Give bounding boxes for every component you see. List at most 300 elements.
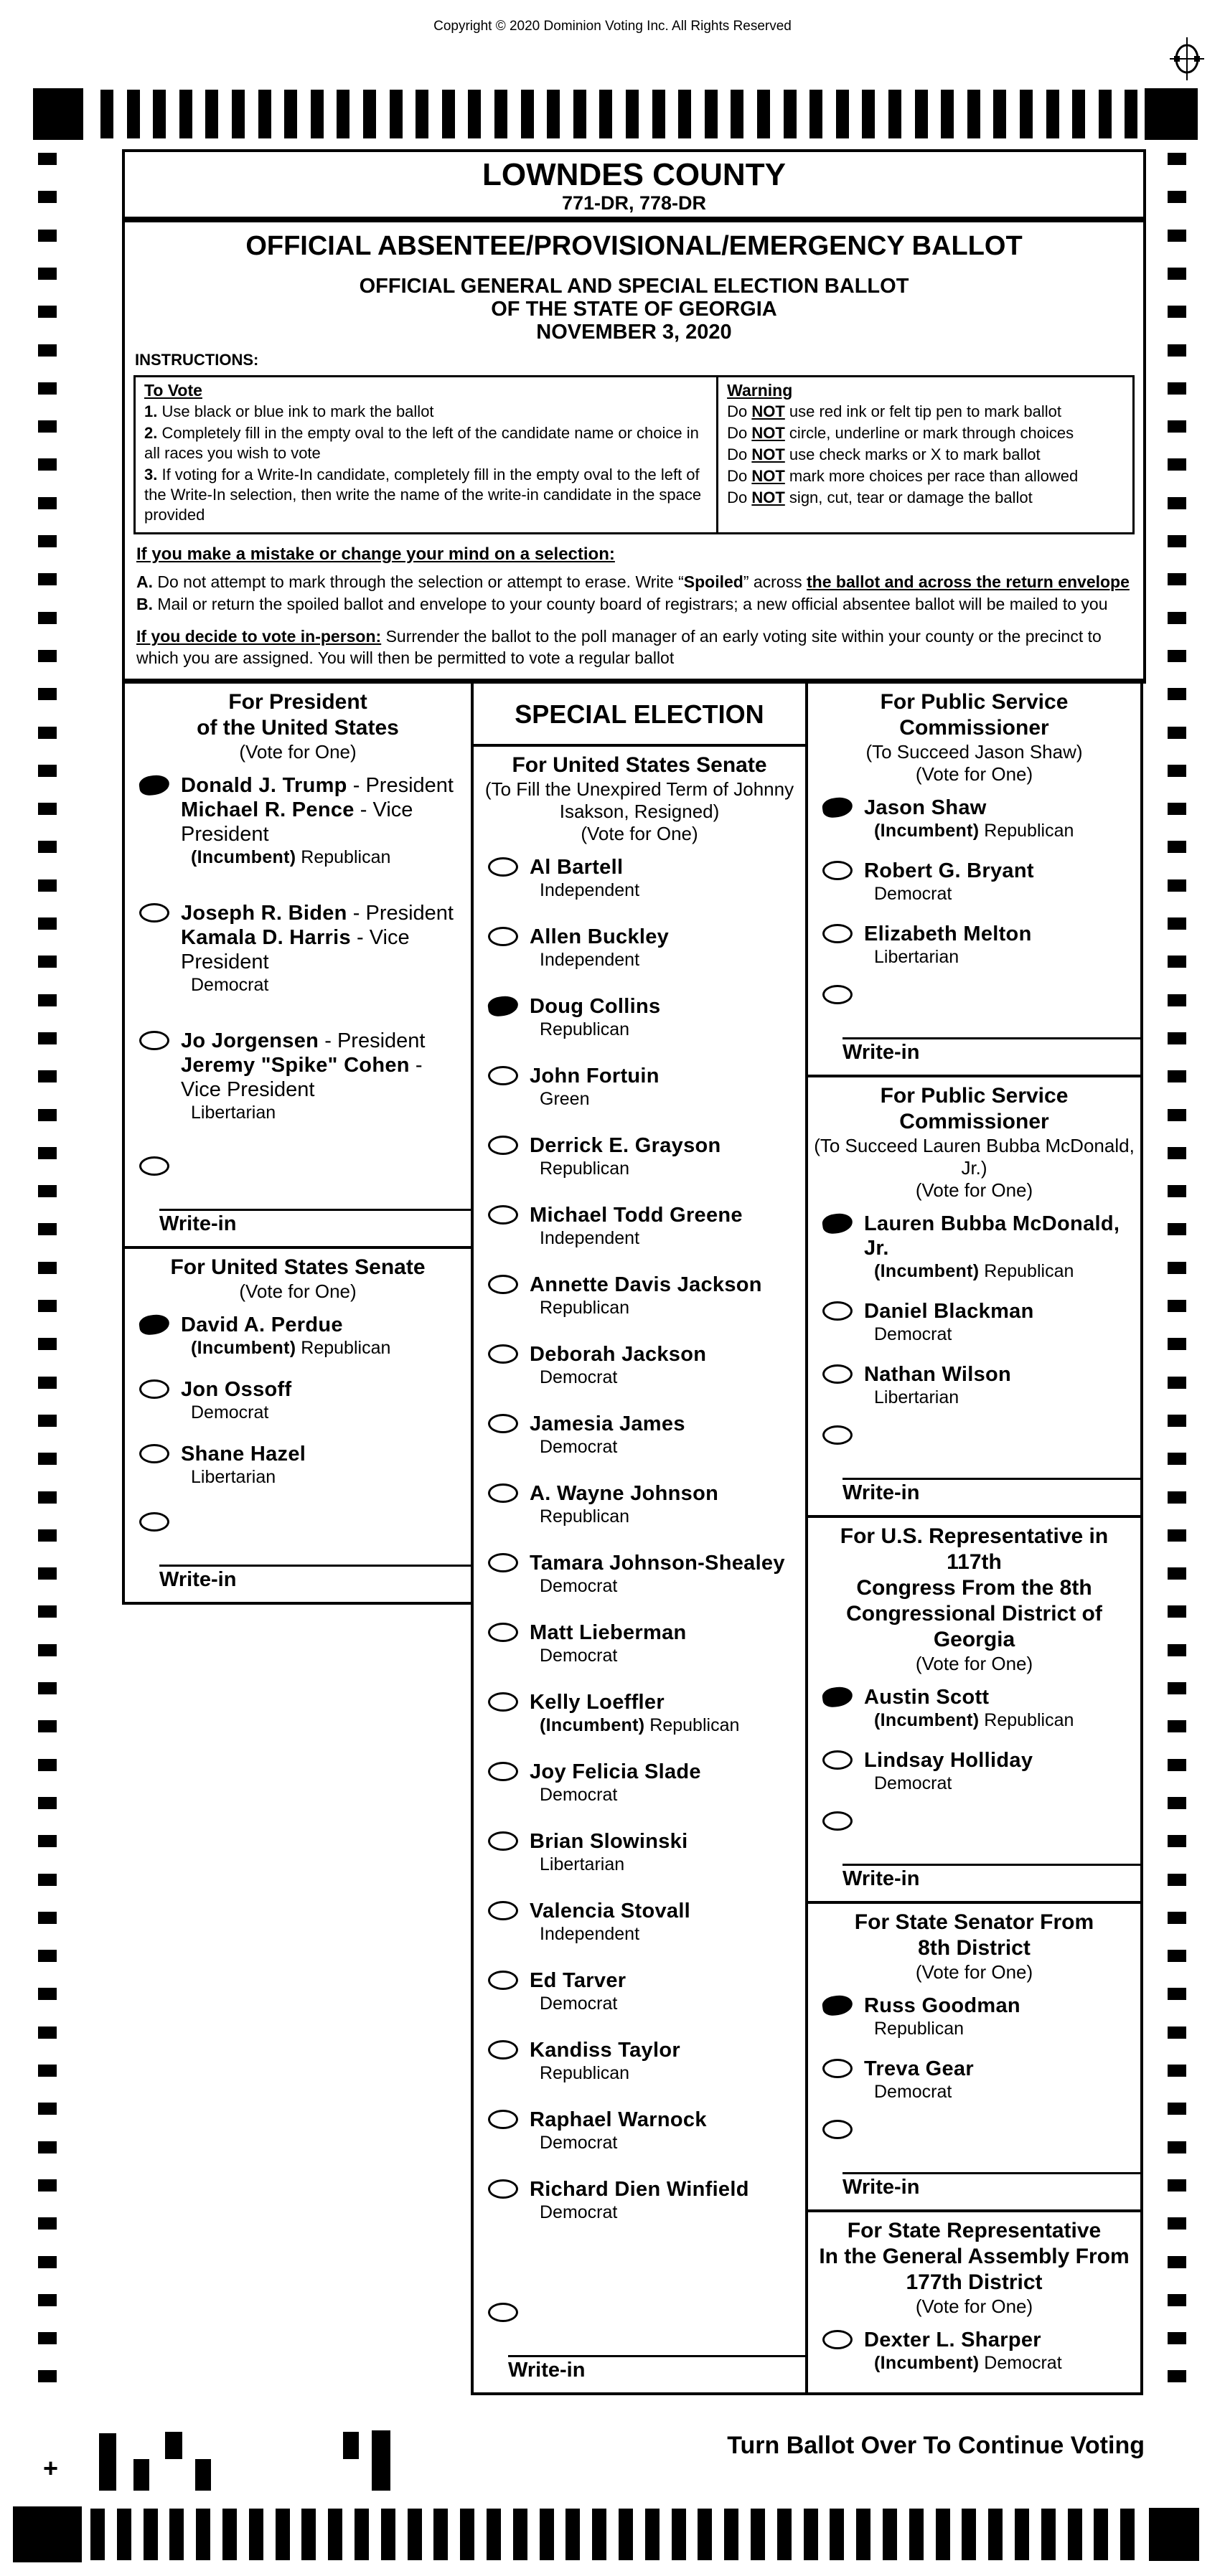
timing-mark <box>1168 535 1186 547</box>
timing-mark <box>1168 1797 1186 1809</box>
candidate-option <box>814 859 1135 905</box>
candidate-name: Kandiss Taylor <box>530 2039 680 2062</box>
timing-mark <box>38 420 57 433</box>
timing-mark <box>1168 1988 1186 2000</box>
candidate-party: Republican <box>540 1019 630 1039</box>
candidate-name: Al Bartell <box>530 856 624 879</box>
timing-mark <box>724 2509 738 2560</box>
candidate-option <box>131 773 465 868</box>
timing-mark <box>1168 344 1186 357</box>
candidate-party: Democrat <box>874 2082 952 2102</box>
candidate-text <box>853 1299 1034 1345</box>
contest-columns <box>122 684 1146 2395</box>
candidate-party: Democrat <box>540 2202 618 2222</box>
column-middle <box>471 684 808 2395</box>
candidate-option <box>131 901 465 996</box>
column-right <box>808 684 1143 2395</box>
timing-mark <box>38 153 57 165</box>
write-in-label: Write-in <box>843 2176 920 2199</box>
candidate-name: Treva Gear <box>864 2057 974 2080</box>
candidate-party: Independent <box>540 950 640 970</box>
timing-mark <box>328 2509 342 2560</box>
timing-mark <box>169 2509 184 2560</box>
ballot-oval[interactable] <box>488 1901 518 1920</box>
county-header <box>122 149 1146 217</box>
timing-mark <box>38 956 57 968</box>
ballot-oval[interactable] <box>488 1414 518 1433</box>
ballot-oval[interactable] <box>488 1692 518 1712</box>
to-vote-step: 1. Use black or blue ink to mark the ballot <box>144 402 434 420</box>
timing-mark <box>1149 2508 1199 2561</box>
ballot-oval[interactable] <box>488 1483 518 1503</box>
timing-mark <box>1168 879 1186 892</box>
timing-mark <box>962 2509 976 2560</box>
race-title: Congressional District of Georgia <box>846 1602 1102 1651</box>
candidate-text <box>518 855 639 901</box>
timing-mark <box>1168 1682 1186 1694</box>
timing-mark <box>784 90 797 138</box>
write-in-oval[interactable] <box>822 1425 853 1445</box>
candidate-name: Doug Collins <box>530 995 661 1018</box>
vote-for-instruction: (Vote for One) <box>581 823 698 844</box>
candidate-text <box>518 1481 718 1527</box>
write-in-section <box>814 2120 1135 2199</box>
timing-mark <box>757 90 770 138</box>
ballot-notes <box>136 544 1132 684</box>
timing-mark <box>165 2432 182 2459</box>
ballot-oval[interactable] <box>139 1444 169 1463</box>
timing-mark <box>909 2509 924 2560</box>
timing-mark <box>941 90 954 138</box>
race-title: Congress From the 8th <box>856 1576 1092 1600</box>
candidate-text <box>518 994 660 1040</box>
ballot-oval[interactable] <box>488 1205 518 1225</box>
timing-mark <box>416 90 428 138</box>
write-in-label: Write-in <box>843 1481 920 1504</box>
timing-mark <box>1015 2509 1029 2560</box>
timing-mark <box>1168 1491 1186 1504</box>
candidate-text <box>169 901 465 996</box>
timing-mark <box>1145 88 1198 140</box>
timing-mark <box>249 2509 263 2560</box>
write-in-line[interactable] <box>843 1456 1140 1480</box>
timing-mark <box>1168 268 1186 280</box>
candidate-option <box>814 1299 1135 1345</box>
candidate-text <box>518 1412 685 1458</box>
candidate-text <box>518 1620 687 1666</box>
timing-mark <box>38 841 57 853</box>
candidate-name: Jason Shaw <box>864 796 987 819</box>
timing-mark <box>1168 841 1186 853</box>
candidate-text <box>853 1362 1011 1408</box>
candidate-name: Michael R. Pence - Vice President <box>181 798 413 846</box>
timing-mark <box>936 2509 950 2560</box>
candidate-name: Russ Goodman <box>864 1994 1020 2017</box>
candidate-text <box>518 1133 721 1179</box>
ballot-oval[interactable] <box>139 1379 169 1399</box>
turn-ballot-over-note: Turn Ballot Over To Continue Voting <box>727 2432 1145 2459</box>
vote-for-instruction: (Vote for One) <box>239 1280 357 1302</box>
timing-mark <box>390 90 403 138</box>
candidate-party: Democrat <box>540 1646 618 1666</box>
vote-for-instruction: (Vote for One) <box>915 1179 1033 1201</box>
timing-mark <box>1168 1300 1186 1312</box>
timing-mark <box>284 90 297 138</box>
timing-mark <box>521 90 534 138</box>
candidate-name: Ed Tarver <box>530 1969 626 1992</box>
timing-mark <box>179 90 192 138</box>
write-in-oval-filled[interactable] <box>821 2391 853 2395</box>
candidate-option <box>814 922 1135 968</box>
ballot-oval[interactable] <box>488 1831 518 1851</box>
timing-mark <box>1168 803 1186 815</box>
race-us-senate-special <box>474 747 805 2392</box>
write-in-oval[interactable] <box>139 1156 169 1176</box>
timing-mark <box>38 230 57 242</box>
timing-mark <box>460 2509 474 2560</box>
race-title: For United States Senate <box>512 753 767 777</box>
to-vote-step: 2. Completely fill in the empty oval to the left of the candidate name or choice in all races you wish to vote <box>144 424 699 462</box>
timing-mark <box>381 2509 395 2560</box>
instructions-box <box>133 375 1135 534</box>
timing-mark <box>442 90 455 138</box>
candidate-option <box>814 2057 1135 2103</box>
ballot-oval-filled[interactable] <box>821 796 853 819</box>
timing-mark <box>705 90 718 138</box>
timing-mark <box>1168 1835 1186 1847</box>
candidate-option <box>479 1551 799 1597</box>
write-in-line[interactable] <box>843 2151 1140 2174</box>
candidate-name: Derrick E. Grayson <box>530 1134 721 1157</box>
write-in-oval[interactable] <box>139 1512 169 1532</box>
candidate-name: Robert G. Bryant <box>864 859 1034 882</box>
ballot-oval[interactable] <box>488 1136 518 1155</box>
warning-instructions <box>718 377 1132 532</box>
candidate-party: Democrat <box>191 975 269 995</box>
candidate-party: Green <box>540 1089 590 1109</box>
timing-mark <box>1168 191 1186 203</box>
candidate-party: Independent <box>540 1228 640 1248</box>
timing-mark <box>301 2509 316 2560</box>
timing-mark <box>38 1720 57 1732</box>
ballot-oval[interactable] <box>822 1364 853 1384</box>
race-us-rep-8 <box>808 1515 1140 1901</box>
timing-mark <box>547 90 560 138</box>
timing-mark <box>38 1453 57 1465</box>
candidate-text <box>853 922 1032 968</box>
ballot-oval[interactable] <box>488 2110 518 2129</box>
timing-mark <box>1046 90 1059 138</box>
timing-mark <box>993 90 1006 138</box>
ballot-oval[interactable] <box>822 861 853 880</box>
timing-mark <box>38 1682 57 1694</box>
mistake-item: B. Mail or return the spoiled ballot and envelope to your county board of registrars; a new official absentee ballot will be mailed to you <box>136 595 1108 613</box>
timing-mark <box>38 1377 57 1389</box>
warning-item: Do NOT sign, cut, tear or damage the ballot <box>727 489 1033 506</box>
candidate-name: Jeremy "Spike" Cohen - Vice President <box>181 1054 423 1101</box>
candidate-text <box>853 1748 1033 1794</box>
timing-mark <box>90 2509 105 2560</box>
race-title: Commissioner <box>899 1110 1049 1133</box>
timing-mark <box>619 2509 633 2560</box>
candidate-party: Democrat <box>540 2133 618 2153</box>
candidate-option <box>479 1690 799 1736</box>
race-state-senator-8 <box>808 1901 1140 2209</box>
race-psc-mcdonald <box>808 1075 1140 1515</box>
candidate-name: Jamesia James <box>530 1412 685 1435</box>
write-in-line[interactable] <box>843 1842 1140 1866</box>
candidate-text <box>169 1442 306 1488</box>
timing-mark <box>1168 2332 1186 2344</box>
timing-mark <box>38 1874 57 1886</box>
timing-mark <box>38 2217 57 2230</box>
ballot-type-title: OFFICIAL ABSENTEE/PROVISIONAL/EMERGENCY BALLOT <box>245 231 1023 261</box>
timing-mark <box>1094 2509 1108 2560</box>
candidate-name: Nathan Wilson <box>864 1363 1012 1386</box>
ballot-oval[interactable] <box>488 1553 518 1572</box>
timing-mark <box>1168 1223 1186 1235</box>
timing-mark <box>38 1491 57 1504</box>
timing-mark <box>38 2370 57 2382</box>
ballot-oval[interactable] <box>488 1066 518 1085</box>
ballot-oval[interactable] <box>822 1301 853 1321</box>
timing-mark <box>1168 917 1186 930</box>
candidate-name: Valencia Stovall <box>530 1900 691 1922</box>
write-in-oval[interactable] <box>488 2303 518 2322</box>
candidate-party: Democrat <box>540 1576 618 1596</box>
timing-mark <box>38 1644 57 1656</box>
timing-mark <box>1168 765 1186 777</box>
column-left <box>122 684 471 1605</box>
timing-mark <box>38 879 57 892</box>
timing-mark <box>38 1567 57 1580</box>
timing-mark <box>153 90 166 138</box>
timing-mark <box>1168 2256 1186 2268</box>
write-in-label: Write-in <box>843 1867 920 1890</box>
candidate-option <box>814 796 1135 841</box>
candidate-name: Raphael Warnock <box>530 2108 707 2131</box>
race-title: For President <box>228 690 367 714</box>
to-vote-instructions <box>136 377 718 532</box>
ballot-oval[interactable] <box>488 857 518 877</box>
timing-mark <box>1168 2141 1186 2153</box>
ballot-oval[interactable] <box>488 1971 518 1990</box>
race-title: For State Representative <box>847 2219 1102 2242</box>
ballot-oval[interactable] <box>822 2330 853 2349</box>
timing-mark <box>38 458 57 471</box>
candidate-party: Libertarian <box>191 1103 276 1123</box>
candidate-party: Libertarian <box>540 1854 625 1874</box>
timing-mark <box>1168 230 1186 242</box>
candidate-text <box>518 1273 762 1318</box>
candidate-option <box>814 1362 1135 1408</box>
candidate-name: Matt Lieberman <box>530 1621 687 1644</box>
candidate-option <box>131 1313 465 1359</box>
candidate-party: Independent <box>540 880 640 900</box>
race-title: of the United States <box>197 716 399 740</box>
timing-mark <box>222 2509 237 2560</box>
timing-mark <box>1168 1912 1186 1924</box>
timing-mark <box>38 917 57 930</box>
candidate-party: (Incumbent) Republican <box>874 821 1074 841</box>
race-title: For United States Senate <box>170 1255 426 1279</box>
timing-mark <box>731 90 743 138</box>
write-in-line[interactable] <box>508 2334 805 2357</box>
ballot-oval[interactable] <box>488 927 518 946</box>
candidate-name: Joseph R. Biden - President <box>181 902 454 925</box>
timing-mark <box>355 2509 369 2560</box>
timing-mark <box>38 382 57 395</box>
candidate-party: Republican <box>540 1159 630 1179</box>
ballot-oval[interactable] <box>488 1762 518 1781</box>
timing-mark <box>38 2103 57 2115</box>
candidate-party: (Incumbent) Republican <box>874 1261 1074 1281</box>
candidate-name: Michael Todd Greene <box>530 1204 743 1227</box>
candidate-option <box>479 2038 799 2084</box>
write-in-line[interactable] <box>843 1016 1140 1039</box>
timing-mark <box>1168 1415 1186 1427</box>
candidate-party: Libertarian <box>191 1467 276 1487</box>
election-title: OFFICIAL GENERAL AND SPECIAL ELECTION BALLOT OF THE STATE OF GEORGIA NOVEMBER 3, 2020 <box>359 275 909 344</box>
timing-mark <box>652 90 665 138</box>
timing-mark <box>988 2509 1003 2560</box>
timing-mark <box>38 727 57 739</box>
ballot-oval[interactable] <box>139 1031 169 1050</box>
candidate-text <box>518 1203 743 1249</box>
candidate-text <box>853 796 1074 841</box>
ballot-oval[interactable] <box>488 2179 518 2199</box>
ballot-oval[interactable] <box>488 1344 518 1364</box>
timing-mark <box>38 1605 57 1618</box>
timing-mark <box>99 2433 116 2491</box>
ballot-style: 771-DR, 778-DR <box>561 192 707 214</box>
county-name: LOWNDES COUNTY <box>482 157 786 192</box>
mistake-item: A. Do not attempt to mark through the selection or attempt to erase. Write “Spoiled” across the ballot and across the return envelope <box>136 572 1130 591</box>
candidate-text <box>169 1313 390 1359</box>
candidate-text <box>169 1029 465 1123</box>
write-in-section <box>479 2301 799 2382</box>
ballot-oval[interactable] <box>822 2059 853 2078</box>
candidate-name: Tamara Johnson-Shealey <box>530 1552 785 1575</box>
candidate-option <box>131 1442 465 1488</box>
candidate-option <box>814 1212 1135 1282</box>
timing-mark <box>1168 1759 1186 1771</box>
timing-mark <box>1168 1070 1186 1082</box>
timing-mark <box>599 90 612 138</box>
timing-mark <box>38 1109 57 1121</box>
timing-mark <box>232 90 245 138</box>
write-in-line[interactable] <box>159 1543 471 1567</box>
write-in-oval[interactable] <box>822 1811 853 1831</box>
timing-mark <box>1168 2065 1186 2077</box>
candidate-text <box>169 773 465 868</box>
candidate-name: Joy Felicia Slade <box>530 1760 701 1783</box>
candidate-name: Elizabeth Melton <box>864 923 1032 945</box>
timing-mark <box>804 2509 818 2560</box>
race-subtitle: (To Fill the Unexpired Term of Johnny <box>484 778 794 800</box>
candidate-option <box>479 1620 799 1666</box>
candidate-option <box>814 1685 1135 1731</box>
candidate-party: Democrat <box>874 884 952 904</box>
candidate-party: Libertarian <box>874 1387 959 1407</box>
candidate-name: Jon Ossoff <box>181 1378 292 1401</box>
ballot-oval-filled[interactable] <box>138 1313 170 1336</box>
candidate-name: John Fortuin <box>530 1065 660 1088</box>
timing-mark <box>38 1835 57 1847</box>
timing-mark <box>672 2509 686 2560</box>
timing-mark <box>1168 1338 1186 1350</box>
timing-mark <box>38 535 57 547</box>
candidate-name: Lindsay Holliday <box>864 1749 1033 1772</box>
timing-mark <box>1168 2217 1186 2230</box>
ballot-oval[interactable] <box>139 903 169 923</box>
candidate-text <box>853 1685 1074 1731</box>
candidate-name: Annette Davis Jackson <box>530 1273 762 1296</box>
race-title: For Public Service <box>880 1084 1069 1108</box>
candidate-name: David A. Perdue <box>181 1313 343 1336</box>
ballot-oval-filled[interactable] <box>821 1994 853 2017</box>
ballot-oval[interactable] <box>488 1623 518 1642</box>
write-in-label: Write-in <box>843 1041 920 1064</box>
candidate-option <box>479 1899 799 1945</box>
ballot-oval-filled[interactable] <box>821 1685 853 1709</box>
write-in-line[interactable] <box>159 1187 471 1211</box>
special-election-banner: SPECIAL ELECTION <box>474 684 805 747</box>
timing-mark <box>38 803 57 815</box>
timing-mark <box>337 90 349 138</box>
timing-mark <box>1168 956 1186 968</box>
timing-mark <box>38 765 57 777</box>
candidate-name: Donald J. Trump - President <box>181 774 454 797</box>
timing-mark <box>38 1032 57 1044</box>
candidate-text <box>518 1690 739 1736</box>
write-in-label: Write-in <box>159 1212 237 1235</box>
candidate-party: Democrat <box>191 1402 269 1423</box>
timing-mark <box>1168 727 1186 739</box>
ballot-oval-filled[interactable] <box>821 1212 853 1235</box>
timing-mark <box>38 1185 57 1197</box>
timing-mark <box>38 306 57 318</box>
ballot-oval[interactable] <box>488 2040 518 2060</box>
write-in-label: Write-in <box>508 2359 586 2382</box>
timing-mark <box>38 1415 57 1427</box>
ballot-oval-filled[interactable] <box>138 773 170 797</box>
write-in-oval[interactable] <box>822 2120 853 2139</box>
ballot-oval[interactable] <box>822 1750 853 1770</box>
timing-mark <box>311 90 324 138</box>
timing-mark <box>1168 1529 1186 1542</box>
ballot-oval[interactable] <box>822 924 853 943</box>
timing-mark <box>1072 90 1085 138</box>
timing-mark <box>144 2509 158 2560</box>
candidate-name: Kelly Loeffler <box>530 1691 665 1714</box>
race-us-senate <box>125 1246 471 1602</box>
write-in-oval[interactable] <box>822 985 853 1004</box>
ballot-oval[interactable] <box>488 1275 518 1294</box>
timing-mark <box>626 90 639 138</box>
timing-mark <box>1168 612 1186 624</box>
candidate-party: (Incumbent) Republican <box>540 1715 740 1735</box>
ballot-oval-filled[interactable] <box>487 994 519 1018</box>
timing-mark <box>1168 2027 1186 2039</box>
timing-mark <box>1168 382 1186 395</box>
write-in-section <box>131 1512 465 1592</box>
timing-mark <box>751 2509 765 2560</box>
timing-mark <box>1168 994 1186 1006</box>
timing-mark <box>862 90 875 138</box>
warning-item: Do NOT mark more choices per race than allowed <box>727 467 1079 485</box>
candidate-party: Democrat <box>540 1437 618 1457</box>
